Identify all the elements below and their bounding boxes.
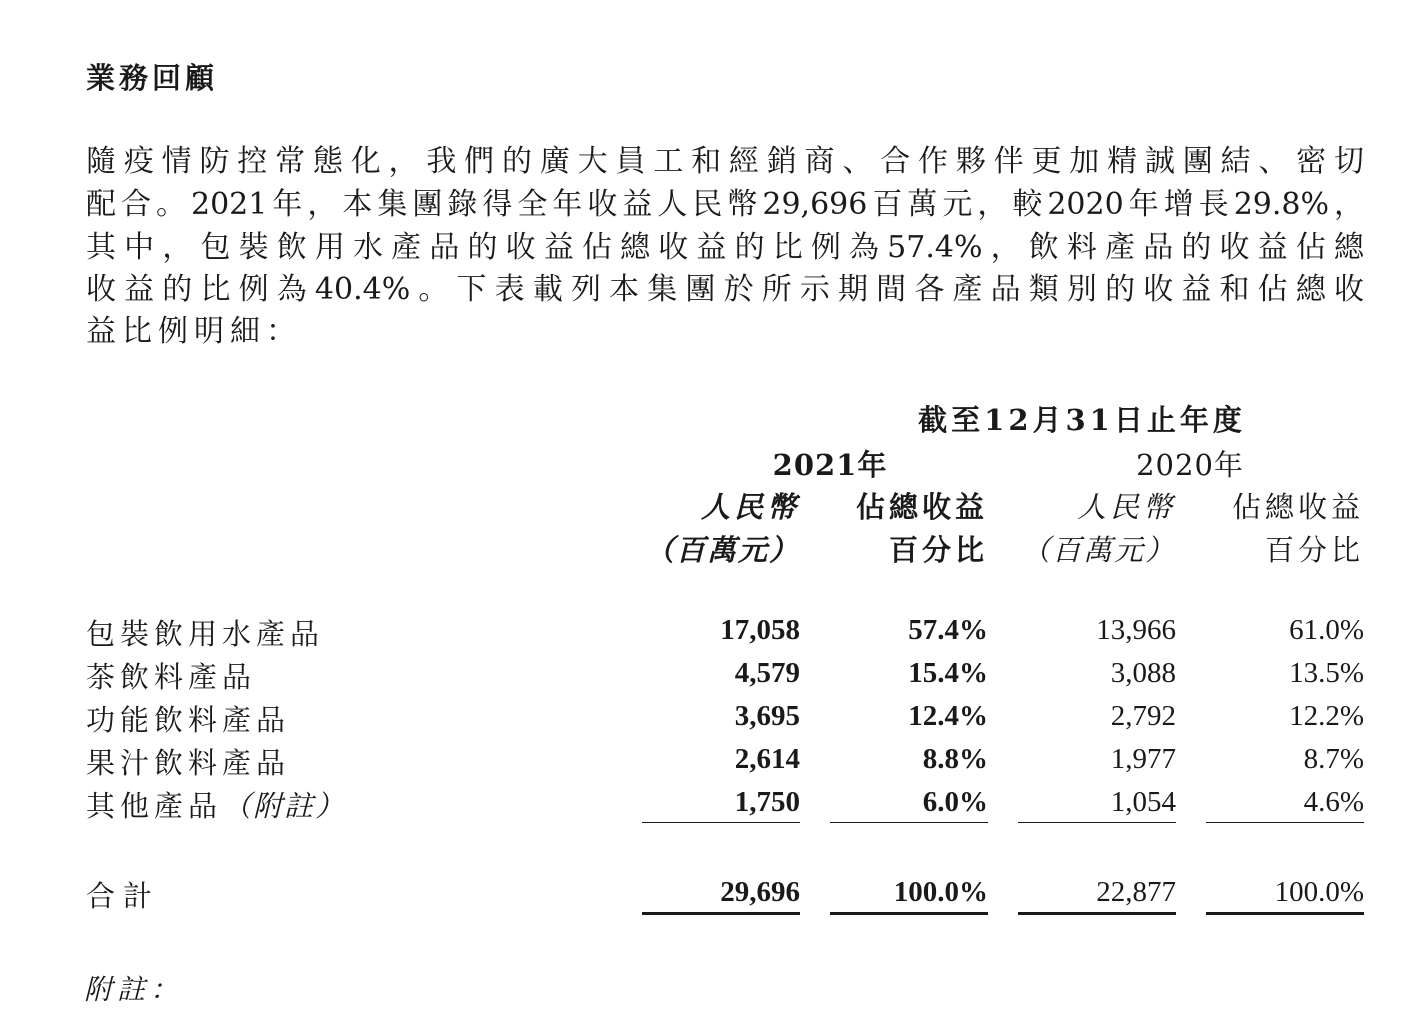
cell-pct-2020: 4.6% <box>1303 786 1364 818</box>
pct-header-2021: 佔總收益 <box>855 490 988 524</box>
paragraph-line-4: 收益的比例為40.4%。下表載列本集團於所示期間各產品類別的收益和佔總收 <box>86 272 1364 307</box>
rmb-unit-header-2021: （百萬元） <box>644 533 800 567</box>
cell-rmb-2020: 2,792 <box>1110 700 1176 732</box>
row-label-juice: 果汁飲料產品 <box>86 746 291 780</box>
period-header: 截至12月31日止年度 <box>918 403 1246 437</box>
year-2020-header: 2020年 <box>1136 448 1244 482</box>
cell-rmb-2021: 2,614 <box>734 743 800 775</box>
cell-rmb-2020: 1,054 <box>1110 786 1176 818</box>
total-rmb-2021: 29,696 <box>720 876 800 908</box>
cell-pct-2021: 15.4% <box>908 657 988 689</box>
row-label-other <box>86 784 346 825</box>
paragraph-line-3: 其中，包裝飲用水產品的收益佔總收益的比例為57.4%，飲料產品的收益佔總 <box>86 230 1364 265</box>
rmb-unit-header-2020: （百萬元） <box>1020 533 1176 567</box>
footnote-label: 附註： <box>84 973 184 1006</box>
total-double-rule <box>642 912 800 915</box>
paragraph-line-2: 配合。2021年，本集團錄得全年收益人民幣29,696百萬元，較2020年增長29.8%， <box>86 187 1364 222</box>
cell-rmb-2021: 4,579 <box>734 657 800 689</box>
subtotal-rule <box>1206 822 1364 823</box>
row-label-other-note: （附註） <box>222 789 347 823</box>
total-double-rule <box>1206 912 1364 915</box>
subtotal-rule <box>642 822 800 823</box>
year-2021-header: 2021年 <box>772 448 888 482</box>
row-label-tea: 茶飲料產品 <box>86 660 257 694</box>
pct-unit-header-2020: 百分比 <box>1264 533 1364 567</box>
cell-rmb-2020: 3,088 <box>1110 657 1176 689</box>
row-label-total: 合計 <box>86 879 161 913</box>
row-label-bottled-water: 包裝飲用水產品 <box>86 617 325 651</box>
total-double-rule <box>1018 912 1176 915</box>
subtotal-rule <box>1018 822 1176 823</box>
cell-rmb-2020: 1,977 <box>1110 743 1176 775</box>
cell-pct-2021: 12.4% <box>908 700 988 732</box>
row-label-functional: 功能飲料產品 <box>86 703 291 737</box>
cell-pct-2020: 13.5% <box>1289 657 1364 689</box>
cell-rmb-2021: 3,695 <box>734 700 800 732</box>
cell-pct-2020: 8.7% <box>1303 743 1364 775</box>
paragraph-line-5: 益比例明細： <box>86 314 302 349</box>
cell-pct-2021: 6.0% <box>922 786 988 818</box>
total-double-rule <box>830 912 988 915</box>
rmb-header-2021: 人民幣 <box>700 490 800 524</box>
subtotal-rule <box>830 822 988 823</box>
total-pct-2020: 100.0% <box>1274 876 1364 908</box>
cell-pct-2021: 57.4% <box>908 614 988 646</box>
cell-rmb-2021: 1,750 <box>734 786 800 818</box>
row-label-other-main: 其他產品 <box>86 789 223 823</box>
cell-pct-2020: 12.2% <box>1289 700 1364 732</box>
section-heading: 業務回顧 <box>86 61 219 95</box>
pct-header-2020: 佔總收益 <box>1231 490 1364 524</box>
pct-unit-header-2021: 百分比 <box>888 533 988 567</box>
rmb-header-2020: 人民幣 <box>1076 490 1176 524</box>
cell-rmb-2021: 17,058 <box>720 614 800 646</box>
paragraph-line-1: 隨疫情防控常態化，我們的廣大員工和經銷商、合作夥伴更加精誠團結、密切 <box>86 144 1364 179</box>
cell-pct-2020: 61.0% <box>1289 614 1364 646</box>
cell-pct-2021: 8.8% <box>922 743 988 775</box>
total-pct-2021: 100.0% <box>893 876 988 908</box>
total-rmb-2020: 22,877 <box>1096 876 1176 908</box>
cell-rmb-2020: 13,966 <box>1096 614 1176 646</box>
